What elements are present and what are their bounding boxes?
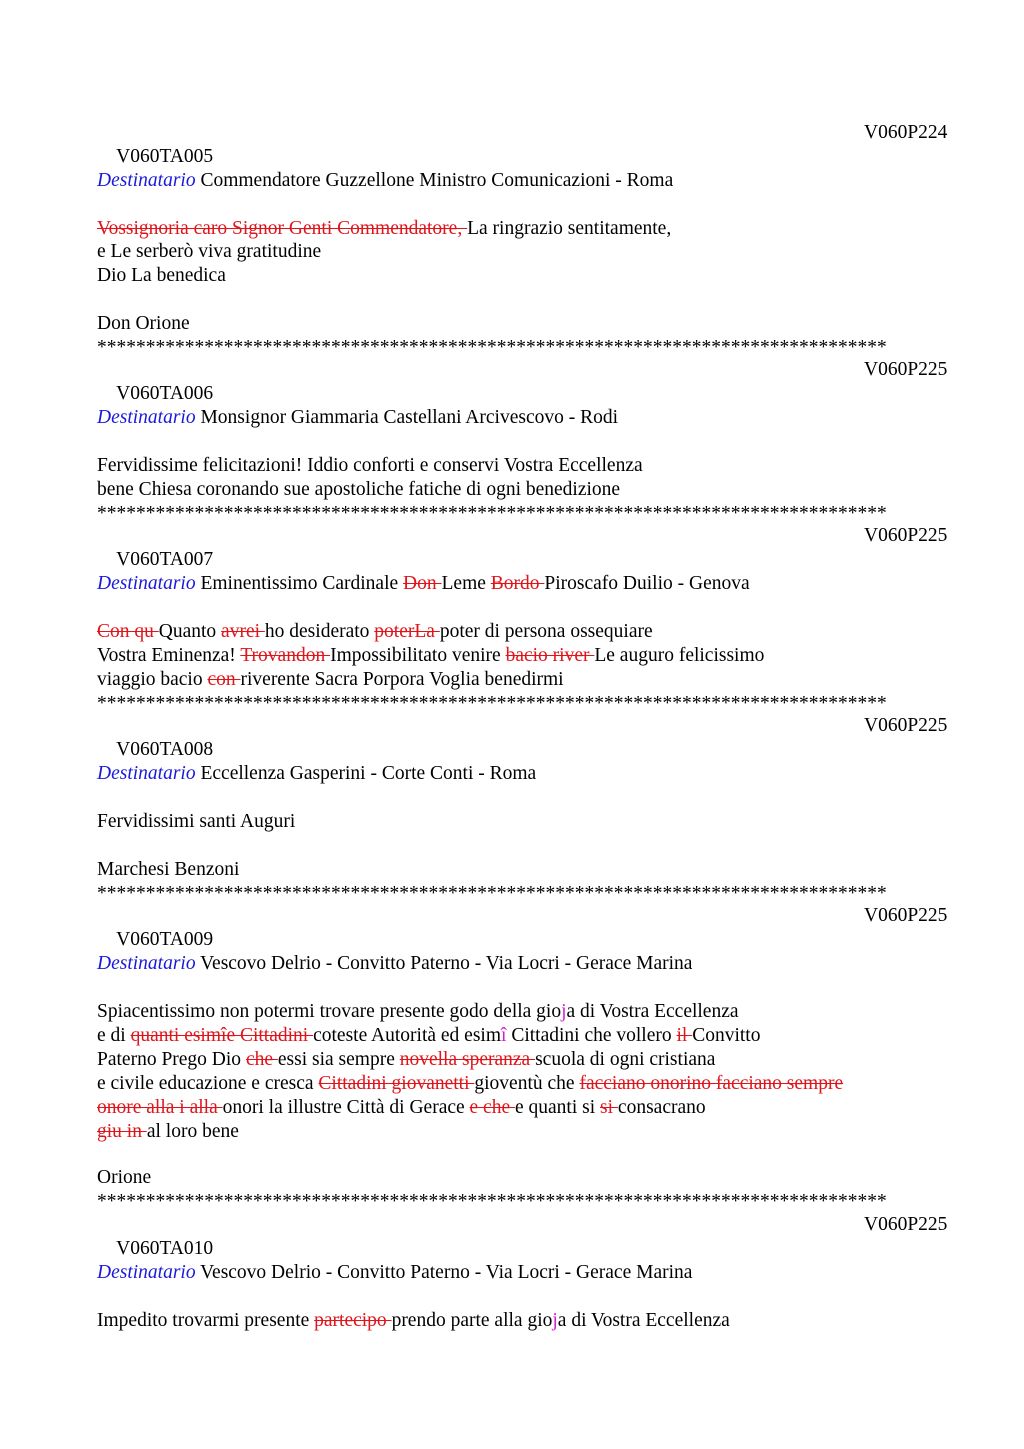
entry-header	[97, 524, 948, 570]
body-text: e civile educazione e cresca	[97, 1073, 319, 1094]
recipient-line	[97, 572, 927, 596]
body-line	[97, 1120, 927, 1144]
deleted-text: Vossignoria caro Signor Genti Commendatore,	[97, 218, 468, 239]
body-text: Convitto	[692, 1025, 761, 1046]
page-code: V060P225	[864, 1214, 948, 1235]
body-line: Fervidissime felicitazioni! Iddio conforti e conservi Vostra Eccellenza	[97, 455, 643, 476]
body-text: essi sia sempre	[277, 1049, 400, 1070]
body-line	[97, 644, 927, 668]
body-text: Impedito trovarmi presente	[97, 1310, 315, 1331]
body-line	[97, 1048, 927, 1072]
recipient-line	[97, 762, 927, 786]
recipient-label: Destinatario	[97, 170, 196, 191]
deleted-text: e che	[469, 1097, 515, 1118]
recipient-label: Destinatario	[97, 953, 196, 974]
page-code: V060P225	[864, 359, 948, 380]
body-text: Paterno Prego Dio	[97, 1049, 246, 1070]
deleted-text: con	[207, 669, 241, 690]
deleted-text: Bordo	[490, 573, 545, 594]
recipient-name: Vescovo Delrio - Convitto Paterno - Via Locri - Gerace Marina	[195, 953, 693, 974]
recipient-label: Destinatario	[97, 1262, 196, 1283]
recipient-line	[97, 952, 927, 976]
recipient-name: Eminentissimo Cardinale	[195, 573, 404, 594]
body-text: prendo parte alla gio	[391, 1310, 553, 1331]
body-text: a di Vostra Eccellenza	[566, 1001, 739, 1022]
body-text: poter di persona ossequiare	[439, 621, 653, 642]
recipient-name: Eccellenza Gasperini - Corte Conti - Roma	[195, 763, 537, 784]
deleted-text: che	[245, 1049, 278, 1070]
signature: Marchesi Benzoni	[97, 859, 240, 880]
entry-code: V060TA005	[116, 146, 214, 167]
page-code: V060P225	[864, 715, 948, 736]
body-line	[97, 1072, 927, 1096]
entry-header	[97, 1213, 948, 1259]
recipient-name: Monsignor Giammaria Castellani Arcivescovo - Rodi	[195, 407, 619, 428]
deleted-text: avrei	[221, 621, 265, 642]
deleted-text: il	[676, 1025, 693, 1046]
page-code: V060P224	[864, 122, 948, 143]
deleted-text: quanti esimîe Cittadini	[130, 1025, 314, 1046]
body-text: a di Vostra Eccellenza	[557, 1310, 730, 1331]
body-text: consacrano	[617, 1097, 706, 1118]
page-code: V060P225	[864, 525, 948, 546]
body-line: bene Chiesa coronando sue apostoliche fatiche di ogni benedizione	[97, 479, 621, 500]
recipient-name: Commendatore Guzzellone Ministro Comunicazioni - Roma	[195, 170, 674, 191]
entry-code: V060TA009	[116, 929, 214, 950]
body-line	[97, 1309, 927, 1333]
page-code: V060P225	[864, 905, 948, 926]
recipient-name: Leme	[441, 573, 491, 594]
recipient-line	[97, 1261, 927, 1285]
separator: *********************************************************************************	[97, 1193, 887, 1211]
deleted-text: giu in	[97, 1121, 147, 1142]
deleted-text: poterLa	[374, 621, 440, 642]
deleted-text: Don	[403, 573, 442, 594]
body-text: riverente Sacra Porpora Voglia benedirmi	[240, 669, 564, 690]
recipient-label: Destinatario	[97, 763, 196, 784]
recipient-line	[97, 169, 927, 193]
body-line	[97, 620, 927, 644]
deleted-text: onore alla i alla	[97, 1097, 223, 1118]
inserted-text: j	[552, 1310, 558, 1331]
body-text: Cittadini che vollero	[506, 1025, 677, 1046]
separator: *********************************************************************************	[97, 505, 887, 523]
body-text: Impossibilitato venire	[330, 645, 506, 666]
body-text: onori la illustre Città di Gerace	[222, 1097, 470, 1118]
entry-header	[97, 904, 948, 950]
deleted-text: bacio river	[505, 645, 595, 666]
body-text: La ringrazio sentitamente,	[467, 218, 672, 239]
deleted-text: Trovandon	[240, 645, 331, 666]
inserted-text: j	[561, 1001, 567, 1022]
entry-header	[97, 358, 948, 404]
body-line: e Le serberò viva gratitudine	[97, 241, 322, 262]
signature: Orione	[97, 1167, 152, 1188]
entry-header	[97, 121, 948, 167]
separator: *********************************************************************************	[97, 339, 887, 357]
body-line	[97, 1024, 927, 1048]
entry-code: V060TA006	[116, 383, 214, 404]
recipient-name: Vescovo Delrio - Convitto Paterno - Via Locri - Gerace Marina	[195, 1262, 693, 1283]
body-line	[97, 668, 927, 692]
signature: Don Orione	[97, 313, 190, 334]
separator: *********************************************************************************	[97, 885, 887, 903]
inserted-text: î	[501, 1025, 507, 1046]
deleted-text: facciano onorino facciano sempre	[579, 1073, 844, 1094]
body-line	[97, 217, 927, 241]
deleted-text: partecipo	[314, 1310, 392, 1331]
entry-code: V060TA010	[116, 1238, 214, 1259]
body-line	[97, 1096, 927, 1120]
body-text: Le auguro felicissimo	[594, 645, 765, 666]
recipient-line	[97, 406, 927, 430]
body-text: e quanti si	[515, 1097, 601, 1118]
recipient-name: Piroscafo Duilio - Genova	[544, 573, 750, 594]
recipient-label: Destinatario	[97, 573, 196, 594]
body-line: Fervidissimi santi Auguri	[97, 811, 296, 832]
entry-code: V060TA008	[116, 739, 214, 760]
entry-code: V060TA007	[116, 549, 214, 570]
body-text: scuola di ogni cristiana	[535, 1049, 716, 1070]
body-text: coteste Autorità ed esim	[313, 1025, 502, 1046]
deleted-text: si	[600, 1097, 618, 1118]
body-text: Quanto	[158, 621, 222, 642]
body-text: Vostra Eminenza!	[97, 645, 241, 666]
entry-header	[97, 714, 948, 760]
body-text: gioventù che	[474, 1073, 580, 1094]
body-text: ho desiderato	[264, 621, 375, 642]
deleted-text: Con qu	[97, 621, 159, 642]
recipient-label: Destinatario	[97, 407, 196, 428]
body-text: Spiacentissimo non potermi trovare presente godo della gio	[97, 1001, 562, 1022]
body-line	[97, 1000, 927, 1024]
body-text: viaggio bacio	[97, 669, 208, 690]
deleted-text: novella speranza	[399, 1049, 536, 1070]
body-line: Dio La benedica	[97, 265, 226, 286]
body-text: al loro bene	[146, 1121, 239, 1142]
separator: *********************************************************************************	[97, 695, 887, 713]
deleted-text: Cittadini giovanetti	[318, 1073, 475, 1094]
body-text: e di	[97, 1025, 131, 1046]
